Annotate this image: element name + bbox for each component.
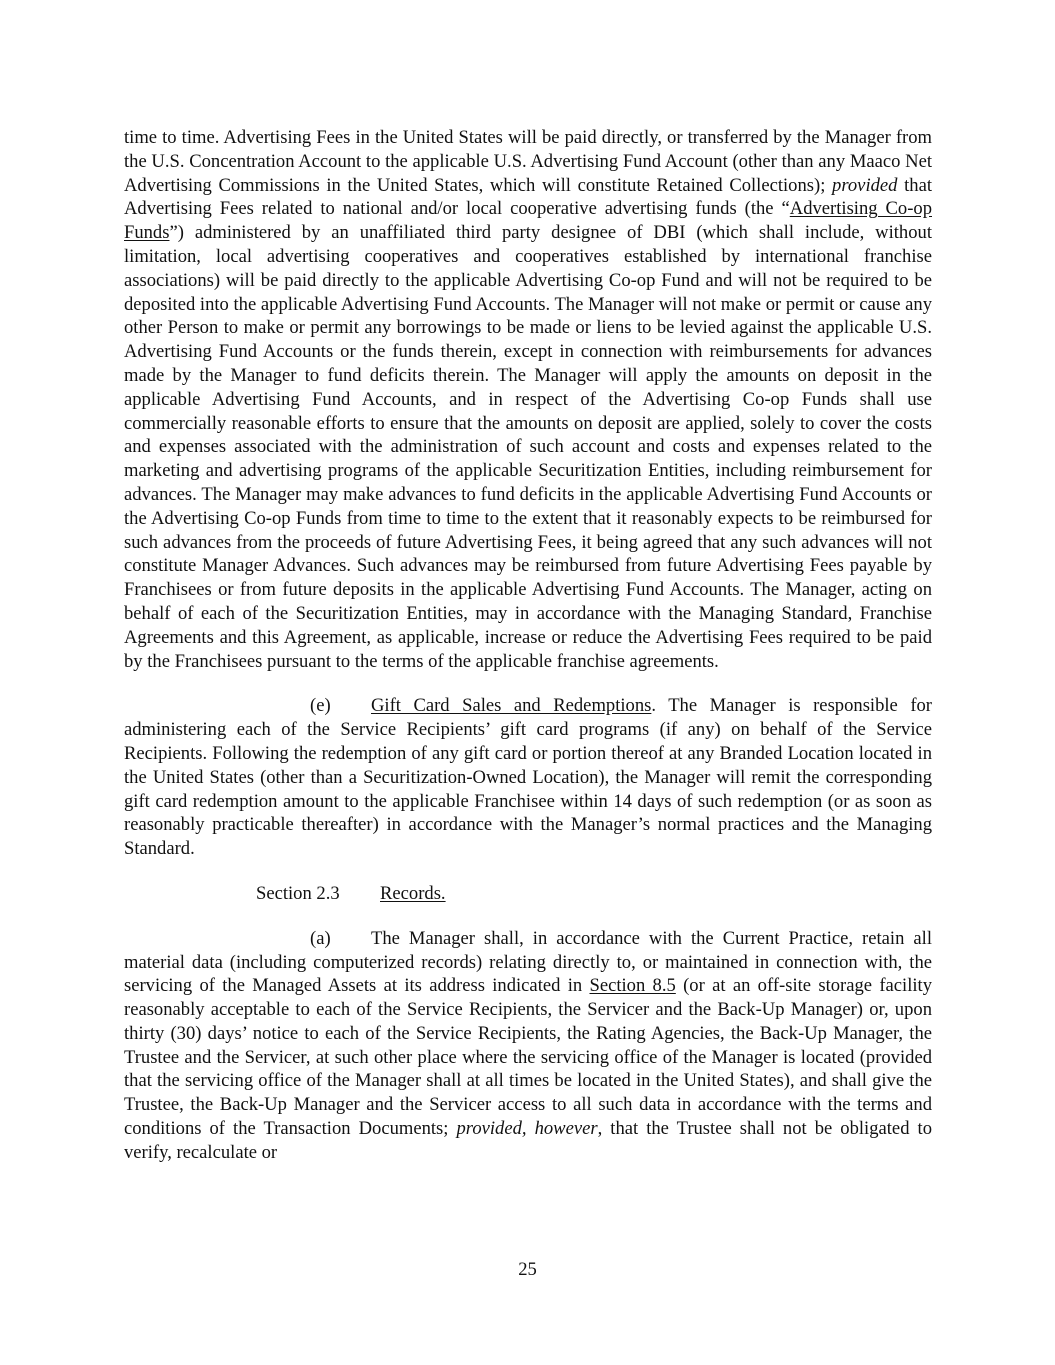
paragraph-advertising-fees <box>124 126 932 673</box>
paragraph-records <box>124 927 932 1165</box>
clause-title: Gift Card Sales and Redemptions <box>371 695 652 717</box>
section-heading <box>124 882 932 906</box>
section-number: Section 2.3 <box>256 882 340 904</box>
italic-term: provided <box>832 174 898 196</box>
paragraph-text: ”) administered by an unaffiliated third party designee of DBI (which shall include, without limitation, local advertising cooperatives and cooperatives established by international franchise associations) will be paid directly to the applicable Advertising Co-op Fund and will not be required to be deposited into the applicable Advertising Fund Accounts. The Manager will not make or permit or cause any other Person to make or permit any borrowings to be made or liens to be levied against the applicable U.S. Advertising Fund Accounts or the funds therein, except in connection with reimbursements for advances made by the Manager to fund deficits therein. The Manager will apply the amounts on deposit in the applicable Advertising Fund Accounts, and in respect of the Advertising Co-op Funds shall use commercially reasonable efforts to ensure that the amounts on deposit are applied, solely to cover the costs and expenses associated with the administration of such account and costs and expenses related to the marketing and advertising programs of the applicable Securitization Entities, including reimbursement for advances. The Manager may make advances to fund deficits in the applicable Advertising Fund Accounts or the Advertising Co-op Funds from time to time to the extent that it reasonably expects to be reimbursed for such advances from the proceeds of future Advertising Fees, it being agreed that any such advances will not constitute Manager Advances. Such advances may be reimbursed from future Advertising Fees payable by Franchisees or from future deposits in the applicable Advertising Fund Accounts. The Manager, acting on behalf of each of the Securitization Entities, may in accordance with the Managing Standard, Franchise Agreements and this Agreement, as applicable, increase or reduce the Advertising Fees required to be paid by the Franchisees pursuant to the terms of the applicable franchise agreements. <box>124 222 932 672</box>
paragraph-text: that Advertising Fees related to national and/or local cooperative advertising funds (the “ <box>124 174 933 220</box>
paragraph-gift-card <box>124 694 932 861</box>
clause-label: (a) <box>310 927 331 949</box>
clause-label: (e) <box>310 695 331 717</box>
paragraph-text: . The Manager is responsible for administering each of the Service Recipients’ gift card programs (if any) on behalf of the Service Recipients. Following the redemption of any gift card or portion thereof at any Branded Location located in the United States (other than a Securitization-Owned Location), the Manager will remit the corresponding gift card redemption amount to the applicable Franchisee within 14 days of such redemption (or as soon as reasonably practicable thereafter) in accordance with the Manager’s normal practices and the Managing Standard. <box>124 695 932 860</box>
italic-term: provided, however <box>456 1118 598 1140</box>
paragraph-text: The Manager shall, in accordance with the Current Practice, retain all material data (including computerized records) relating directly to, or maintained in connection with, the servicing of the Managed Assets at its address indicated in <box>124 927 932 997</box>
section-reference: Section 8.5 <box>589 975 676 997</box>
page-number: 25 <box>518 1259 537 1280</box>
paragraph-text: time to time. Advertising Fees in the United States will be paid directly, or transferred by the Manager from the U.S. Concentration Account to the applicable U.S. Advertising Fund Account (other than any Maaco Net Advertising Commissions in the United States, which will constitute Retained Collections); <box>124 127 932 196</box>
section-title: Records. <box>380 882 446 904</box>
document-page <box>124 126 932 1165</box>
paragraph-text: (or at an off-site storage facility reasonably acceptable to each of the Service Recipients, the Servicer and the Back-Up Manager) or, upon thirty (30) days’ notice to each of the Service Recipients, the Rating Agencies, the Back-Up Manager, the Trustee and the Servicer, at such other place where the servicing office of the Manager is located (provided that the servicing office of the Manager shall at all times be located in the United States), and shall give the Trustee, the Back-Up Manager and the Servicer access to all such data in accordance with the terms and conditions of the Transaction Documents; <box>124 975 932 1140</box>
defined-term: Advertising Co-op Funds <box>124 198 932 244</box>
paragraph-text: , that the Trustee shall not be obligated to verify, recalculate or <box>124 1118 932 1163</box>
